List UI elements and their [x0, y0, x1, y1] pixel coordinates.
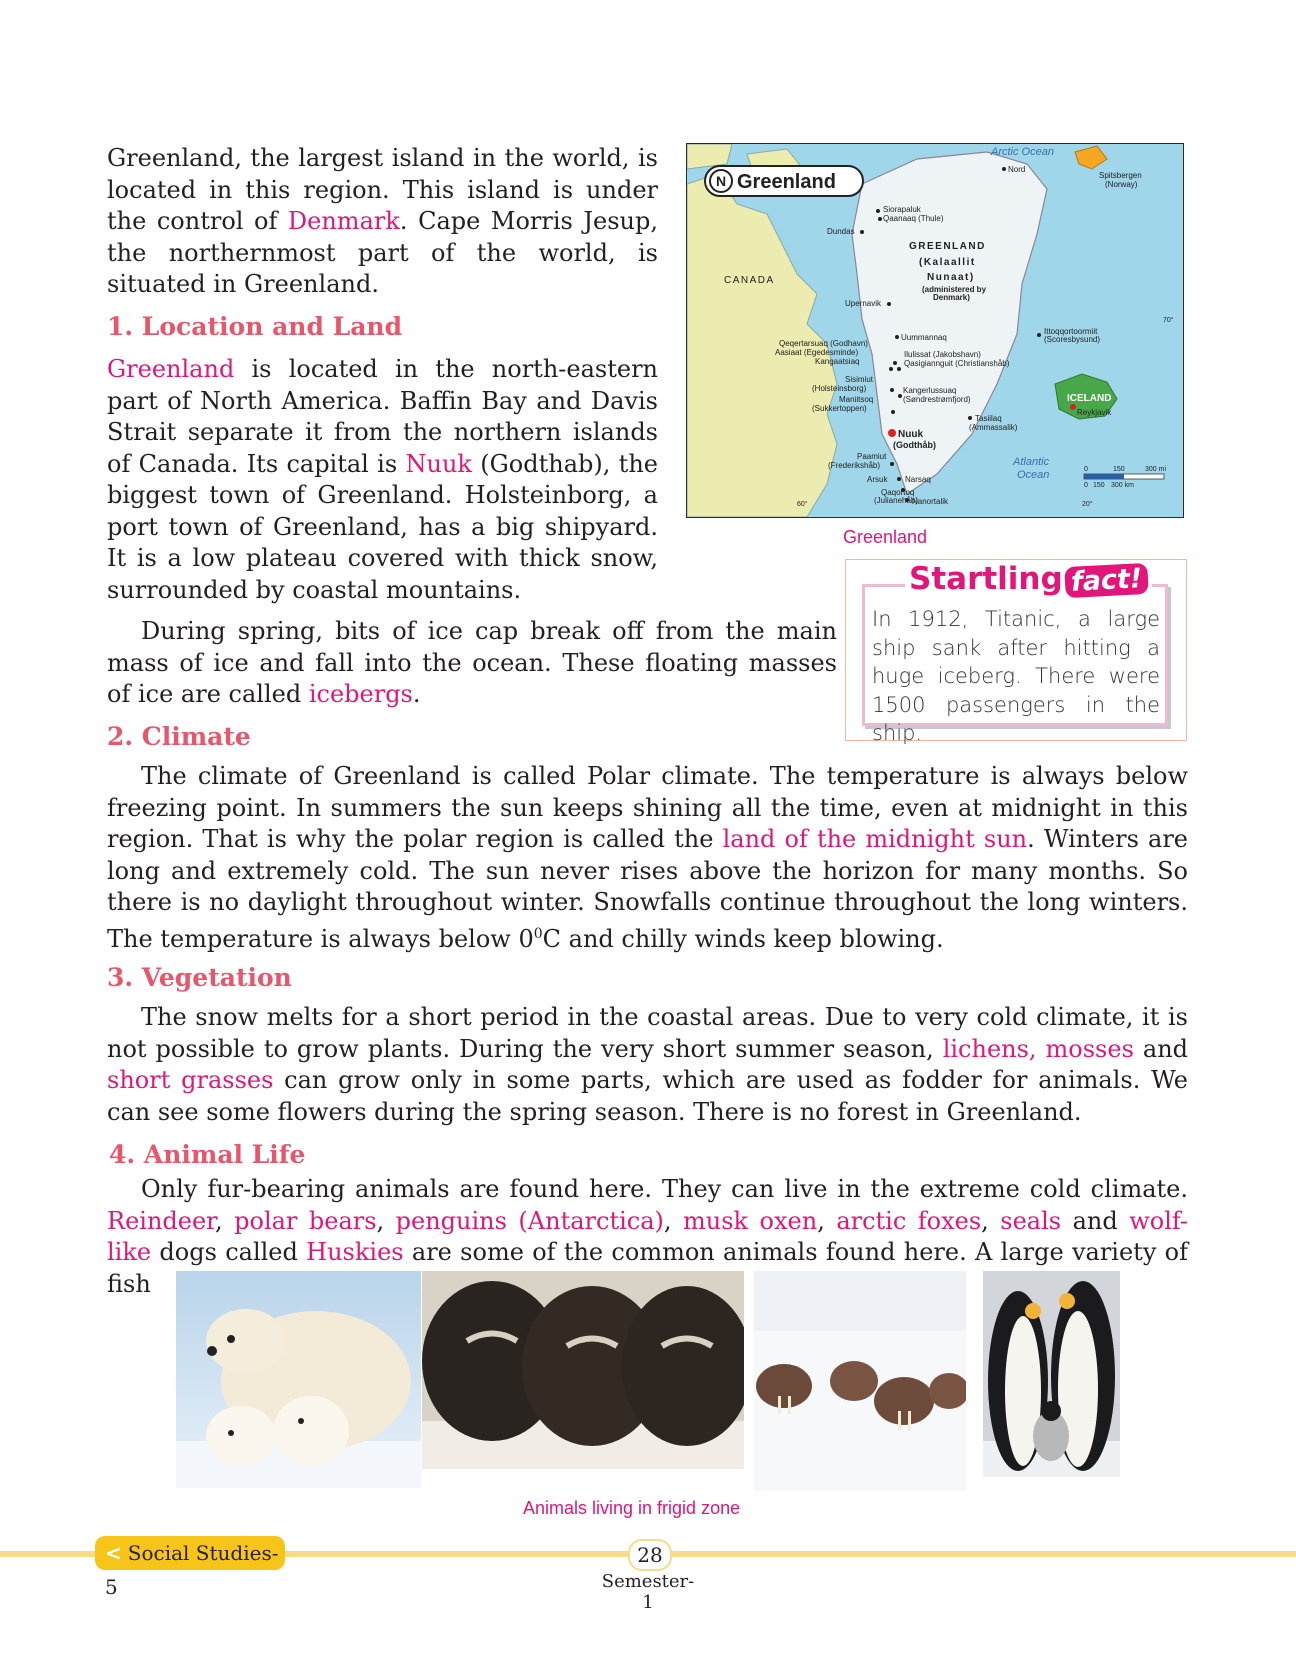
map-label: Qeqertarsuaq (Godhavn) [779, 339, 868, 348]
map-label: Spitsbergen [1099, 171, 1142, 180]
map-label: (Sukkertoppen) [812, 404, 867, 413]
subject-label: Social Studies-5 [105, 1541, 279, 1599]
keyword-penguins: penguins (Antarctica) [395, 1206, 664, 1235]
map-label: 70° [1163, 317, 1174, 324]
map-label: 20° [1082, 501, 1093, 508]
greenland-map [686, 143, 1184, 518]
icebergs-paragraph: During spring, bits of ice cap break off from the main mass of ice and fall into the ocean. These floating masses of ice are called icebergs. [107, 617, 837, 708]
map-label: (Scoresbysund) [1044, 335, 1101, 344]
map-label: GREENLAND [909, 241, 986, 252]
map-label: (Julianehåb) [874, 496, 919, 505]
keyword-lichens-mosses: lichens, mosses [942, 1034, 1134, 1063]
heading-animal-life: 4. Animal Life [109, 1140, 306, 1169]
map-label: Denmark) [933, 293, 970, 302]
map-label: Nuuk [898, 429, 923, 440]
map-label: (Godthåb) [893, 440, 936, 450]
chevron-left-icon: < [105, 1541, 122, 1565]
map-label: Qaanaaq (Thule) [883, 214, 944, 223]
semester-label: Semester-1 [601, 1571, 695, 1613]
map-label: Ittoqqortoormiit [1044, 327, 1098, 336]
map-label: (Kalaallit [919, 257, 976, 268]
keyword-seals: seals [1000, 1206, 1062, 1235]
map-label: Sisimiut [845, 375, 874, 384]
keyword-musk-oxen: musk oxen [683, 1206, 818, 1235]
map-label: (Søndrestrømfjord) [903, 395, 971, 404]
subject-tab[interactable] [95, 1536, 285, 1599]
keyword-reindeer: Reindeer [107, 1206, 216, 1235]
keyword-greenland: Greenland [107, 355, 235, 383]
keyword-arctic-foxes: arctic foxes [836, 1206, 982, 1235]
fact-badge: fact! [1064, 563, 1149, 598]
heading-vegetation: 3. Vegetation [107, 963, 292, 992]
map-label: Upernavik [845, 299, 882, 308]
intro-paragraph: Greenland, the largest island in the world, is located in this region. This island is under the control of Denmark. Cape Morris Jesup, the northernmost part of the world, is situated in Greenland. [107, 144, 658, 298]
map-label: Qasigiannguit (Christianshåb) [904, 359, 1010, 368]
map-label: ICELAND [1067, 393, 1112, 404]
map-label: Maniitsoq [839, 395, 874, 404]
page-number: 28 [628, 1539, 672, 1571]
heading-climate: 2. Climate [107, 722, 251, 751]
map-label: CANADA [724, 275, 775, 286]
animals-paragraph: Only fur-bearing animals are found here. They can live in the extreme cold climate. Reindeer, polar bears, penguins (Antarctica), musk oxen, arctic foxes, seals and wolf-like dogs called Huskies are some of the common animals found here. A large variety of fish [107, 1175, 1189, 1298]
map-label: Uummannaq [901, 333, 947, 342]
map-label: 60° [797, 501, 808, 508]
map-label: Ilulissat (Jakobshavn) [904, 350, 981, 359]
location-paragraph: Greenland is located in the north-eastern part of North America. Baffin Bay and Davis Strait separate it from the northern islands of Canada. Its capital is Nuuk (Godthab), the biggest town of Greenland. Holsteinborg, a port town of Greenland, has a big shipyard. It is a low plateau covered with thick snow, surrounded by coastal mountains. [107, 355, 658, 604]
map-label: (Norway) [1105, 180, 1138, 189]
map-scale-label: 150 [1093, 482, 1105, 489]
map-scale-label: 0 [1084, 466, 1088, 473]
map-label: Ocean [1017, 469, 1050, 481]
map-label: (Holsteinsborg) [812, 384, 867, 393]
map-label: Tasiilaq [975, 414, 1002, 423]
map-label: Nunaat) [927, 272, 975, 283]
map-scale-label: 300 mi [1145, 466, 1167, 473]
vegetation-paragraph: The snow melts for a short period in the coastal areas. Due to very cold climate, it is not possible to grow plants. During the very short summer season, lichens, mosses and short grasses can grow only in some parts, which are used as fodder for animals. We can see some flowers during the spring season. There is no forest in Greenland. [107, 1003, 1189, 1126]
map-scale-label: 300 km [1111, 482, 1134, 489]
map-label: Nord [1008, 165, 1026, 174]
degree-superscript: 0 [533, 925, 543, 942]
photos-caption: Animals living in frigid zone [523, 1498, 741, 1518]
keyword-short-grasses: short grasses [107, 1066, 274, 1094]
map-scale-label: 150 [1113, 466, 1125, 473]
map-label: Qaqortoq [881, 488, 915, 497]
keyword-nuuk: Nuuk [405, 449, 472, 478]
map-label: Atlantic [1013, 456, 1050, 468]
map-label: (Frederikshåb) [828, 461, 881, 470]
map-label: Nanortalik [912, 497, 949, 506]
map-label: Paamiut [857, 452, 887, 461]
map-compass: N [716, 173, 727, 189]
map-label: Siorapaluk [883, 205, 921, 214]
climate-text-part2: . Winters are long and extremely cold. The sun never rises above the horizon for many months. So there is no daylight throughout winter. Snowfalls continue throughout the long winters. The temperature is always below 0 [107, 825, 1188, 953]
map-label: Arctic Ocean [991, 146, 1054, 158]
map-label: Arsuk [867, 475, 888, 484]
climate-paragraph: The climate of Greenland is called Polar climate. The temperature is always below freezing point. In summers the sun keeps shining all the time, even at midnight in this region. That is why the polar region is called the land of the midnight sun. Winters are long and extremely cold. The sun never rises above the horizon for many months. So there is no daylight throughout winter. Snowfalls continue throughout the long winters. The temperature is always below $0^0C$ and chilly winds keep blowing. [107, 762, 1188, 953]
keyword-wolf-like: wolf-like [107, 1206, 1189, 1266]
keyword-huskies: Huskies [306, 1238, 404, 1266]
polar-bear-photo [176, 1271, 421, 1488]
keyword-icebergs: icebergs [308, 680, 413, 708]
map-label: Aasiaat (Egedesminde) [775, 348, 859, 357]
heading-location-and-land: 1. Location and Land [107, 312, 403, 341]
walrus-photo [754, 1271, 966, 1491]
keyword-polar-bears: polar bears [234, 1206, 377, 1235]
map-label: (administered by [922, 285, 987, 294]
map-scale-label: 0 [1084, 482, 1088, 489]
map-label: Dundas [827, 227, 855, 236]
keyword-midnight-sun: land of the midnight sun [722, 825, 1028, 853]
map-caption: Greenland [843, 527, 928, 547]
penguin-photo [983, 1271, 1120, 1477]
map-label: Reykjavik [1077, 408, 1112, 417]
musk-oxen-photo [422, 1271, 744, 1469]
map-title: Greenland [737, 171, 836, 193]
fact-text: In 1912, Titanic, a large ship sank after hitting a huge iceberg. There were 1500 passengers in the ship. [872, 607, 1160, 745]
map-label: Kangerlussuaq [903, 386, 957, 395]
map-label: Kangaatsiaq [815, 357, 860, 366]
map-label: (Ammassalik) [969, 423, 1018, 432]
map-label: Narsaq [905, 475, 931, 484]
keyword-denmark: Denmark [287, 207, 400, 235]
fact-title: Startling fact! [905, 561, 1152, 597]
